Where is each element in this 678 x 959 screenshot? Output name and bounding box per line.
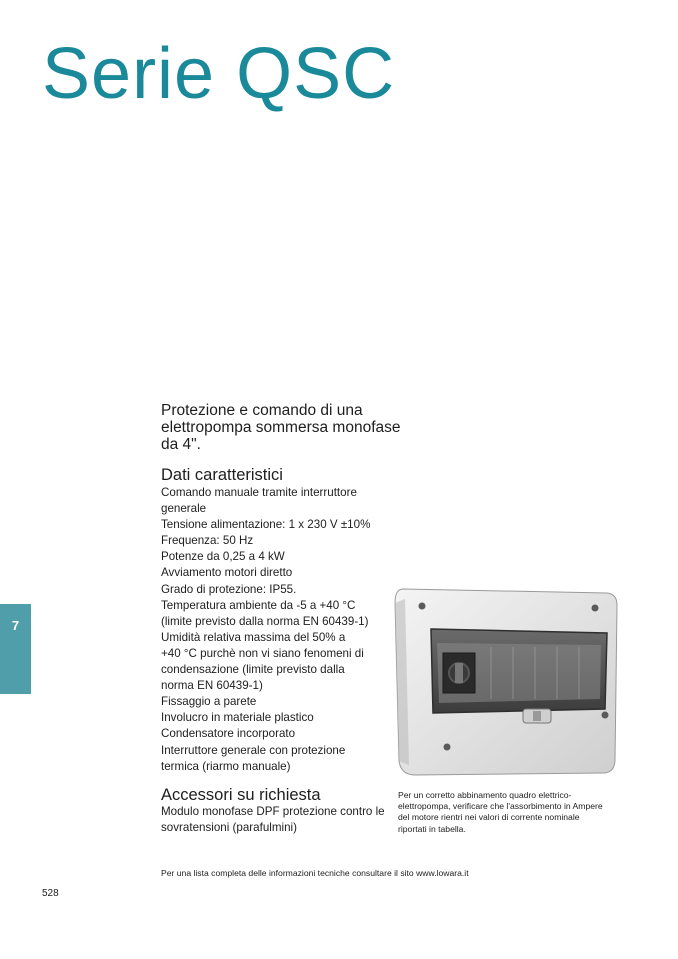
specs-heading: Dati caratteristici [161, 466, 283, 484]
page-number: 528 [42, 888, 59, 899]
spec-line: termica (riarmo manuale) [161, 759, 291, 773]
specs-list [161, 485, 401, 775]
spec-line: Grado di protezione: IP55. [161, 582, 297, 596]
spec-line: Avviamento motori diretto [161, 566, 293, 580]
spec-line: Comando manuale tramite interruttore [161, 486, 357, 499]
chapter-tab-label: 7 [11, 618, 20, 633]
spec-line: Frequenza: 50 Hz [161, 534, 254, 548]
spec-line: Potenze da 0,25 a 4 kW [161, 550, 285, 564]
control-panel-image [393, 585, 619, 777]
spec-line: (limite previsto dalla norma EN 60439-1) [161, 614, 369, 628]
spec-line: generale [161, 502, 207, 516]
spec-line: Interruttore generale con protezione [161, 743, 346, 757]
footer-note: Per una lista completa delle informazioni tecniche consultare il sito www.lowara.it [161, 868, 469, 878]
spec-line: +40 °C purchè non vi siano fenomeni di [161, 646, 364, 660]
page-title: Serie QSC [42, 34, 396, 114]
spec-line: condensazione (limite previsto dalla [161, 663, 345, 677]
control-panel-photo [393, 585, 619, 777]
product-intro: Protezione e comando di una elettropompa sommersa monofase da 4". [161, 402, 401, 453]
spec-line: Fissaggio a parete [161, 695, 257, 709]
spec-line: Umidità relativa massima del 50% a [161, 630, 346, 644]
sizing-note: Per un corretto abbinamento quadro elettrico-elettropompa, verificare che l'assorbimento in Ampere del motore rientri nei valori di corrente nominale riportati in tabella. [398, 790, 603, 834]
accessories-heading: Accessori su richiesta [161, 786, 321, 804]
spec-line: norma EN 60439-1) [161, 679, 263, 693]
spec-line: Condensatore incorporato [161, 727, 296, 741]
spec-line: Temperatura ambiente da -5 a +40 °C [161, 598, 356, 612]
spec-line: Involucro in materiale plastico [161, 711, 314, 725]
accessories-text: Modulo monofase DPF protezione contro le sovratensioni (parafulmini) [161, 805, 385, 835]
chapter-tab [0, 604, 31, 694]
spec-line: Tensione alimentazione: 1 x 230 V ±10% [161, 518, 371, 532]
